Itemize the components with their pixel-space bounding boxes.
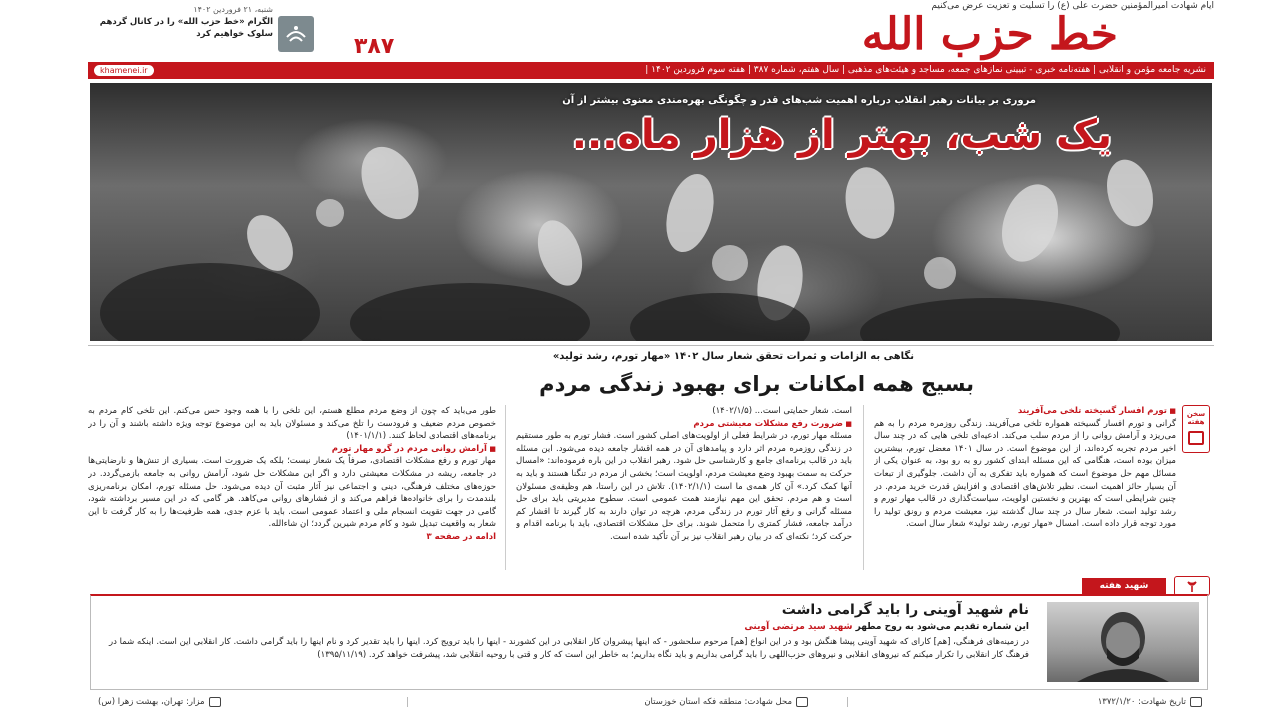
info-bar	[88, 62, 1214, 79]
footer-divider	[847, 697, 848, 707]
column-2-lead: است. شعار حمایتی است... (۱۴۰۲/۱/۵)	[712, 406, 852, 416]
issue-date: شنبه، ۲۱ فروردین ۱۴۰۲	[193, 5, 273, 14]
main-story-headline[interactable]: بسیج همه امکانات برای بهبود زندگی مردم	[539, 372, 974, 396]
column-2-text: مسئله مهار تورم، در شرایط فعلی از اولویت‌های اصلی کشور است. فشار تورم به طور مستقیم در زندگی روزمره مردم اثر دارد و پیامدهای آن در همه اقشار جامعه دیده می‌شود. این مسئله باید در قالب برنامه‌ای جامع و کارشناسی حل شود. رهبر انقلاب در این باره فرموده‌اند: «امسال حرکت به سمت بهبود وضع معیشت مردم، اولویت است؛ بخشی از مردم در تنگنا هستند و باید به آنها کمک کرد.» آن کار همه‌ی ما است (۱۴۰۲/۱/۱). تلاش در این راستا، هم وظیفه‌ی مسئولان است و هم مردم. تحقق این مهم نیازمند همت عمومی است. سطوح مدیریتی باید برای حل مسئله گرانی و رفع آثار تورم در زندگی مردم، هرچه در توان دارند به کار گیرند تا اقشار کم درآمد جامعه، فشار کمتری را متحمل شوند. برای حل مشکلات اقتصادی، باید با برنامه اقدام و حرکت کرد؛ نکته‌ای که در بیان رهبر انقلاب نیز بر آن تأکید شده است.	[516, 431, 852, 542]
promo-text: الگرام «خط حزب الله» را در کانال گردهم سلوک خواهیم کرد	[99, 17, 273, 39]
emblem-icon	[278, 16, 314, 52]
location-icon	[796, 697, 808, 707]
tulip-icon	[1174, 576, 1210, 596]
issue-number: ۳۸۷	[354, 34, 395, 59]
martyrdom-date	[1098, 694, 1202, 710]
calendar-icon	[1190, 697, 1202, 707]
martyr-quote: در زمینه‌های فرهنگی، [هم] کارای که شهید آوینی پیشا هنگش بود و در این انواع [هم] مرحوم سلحشور - که اینها پیشروان کار انقلابی در این کشورند - اینها را باید ترویج کرد. اینها را باید تقدیر کرد و نام اینها را باید گرامی داشت. کار انقلابی این است. اینکه شما در فرهنگ کار انقلابی را تکرار میکنم که نیروهای انقلابی و نیروهای حزب‌اللهی را باید گرامی بداریم و باید نگاه بداریم؛ به خاطر این است که کار و قتی با روحیه انقلابی شد، پیشرفت خواهد کرد. (۱۳۹۵/۱۱/۱۹)	[109, 637, 1029, 660]
martyrdom-date-text: تاریخ شهادت: ۱۳۷۲/۱/۲۰	[1097, 697, 1186, 707]
grave-location	[98, 694, 221, 710]
column-1-text: گرانی و تورم افسار گسیخته همواره تلخی می‌آفریند. زندگی روزمره مردم را به هم می‌ریزد و آرامش روانی را از مردم سلب می‌کند. ادعیه‌ای تلخی هایی که در چند سال اخیر مردم تجربه کرده‌اند، از این موضوع است. در سال ۱۴۰۱ معضل تورم، بیشترین میزان بوده است، هنگامی که این مسئله ابتدای کشور رو به رو بود، به عنوان یکی از مسائل مهم حل موضوع است که همواره باید تفکری به آن داشت. جلوگیری از تبعات آن بسیار حائز اهمیت است. نظیر تلاش‌های اقتصادی و افزایش قدرت خرید مردم. در چنین شرایطی است که بهترین و نخستین اولویت، سیاست‌گذاری در قالب مهار تورم و رشد تولید است. شعار سال در چند سال گذشته نیز، معیشت مردم و رونق تولید را مورد توجه قرار داده است. امسال «مهار تورم، رشد تولید» شعار سال است.	[874, 418, 1176, 530]
martyr-section-tab: شهید هفته	[1082, 578, 1166, 594]
column-1-subheading: ■ تورم افسار گسیخته تلخی می‌آفریند	[874, 405, 1176, 418]
section-divider	[88, 345, 1214, 346]
condolence-note: ایام شهادت امیرالمؤمنین حضرت علی (ع) را تسلیت و تعزیت عرض می‌کنیم	[931, 1, 1214, 11]
martyr-footer	[90, 694, 1208, 710]
footer-divider	[407, 697, 408, 707]
article-column-2	[516, 405, 852, 575]
grave-location-text: مزار: تهران، بهشت زهرا (س)	[98, 697, 205, 707]
martyr-subtitle	[744, 622, 1029, 632]
martyrdom-place	[644, 694, 808, 710]
martyr-subtitle-prefix: این شماره تقدیم می‌شود به روح مطهر	[855, 622, 1029, 632]
martyr-title: نام شهید آوینی را باید گرامی داشت	[781, 602, 1029, 618]
main-story-kicker: نگاهی به الزامات و ثمرات تحقق شعار سال ۱۴۰۲ «مهار تورم، رشد تولید»	[552, 351, 914, 362]
hero-photo	[90, 83, 1212, 341]
article-column-1	[874, 405, 1214, 575]
article-column-3	[88, 405, 496, 575]
continue-link[interactable]: ادامه در صفحه ۳	[426, 531, 496, 542]
column-3-text: مهار تورم و رفع مشکلات اقتصادی، صرفاً یک شعار نیست؛ بلکه یک ضرورت است. بسیاری از تنش‌ها و نارضایتی‌ها در جامعه، ریشه در مشکلات معیشتی دارد و اگر این مشکلات حل شود، آرامش روانی به جامعه بازمی‌گردد. در حوزه‌های مختلف فرهنگی، دینی و اجتماعی نیز آثار مثبت آن دیده می‌شود. حل مسئله تورم، امکان برنامه‌ریزی بلندمدت را برای خانواده‌ها فراهم می‌کند و از فشارهای روانی می‌کاهد. هر گامی که در این مسیر برداشته شود، گامی در جهت تقویت انسجام ملی و اعتماد عمومی است. باید با عزم جدی، همه ظرفیت‌ها را به کار گرفت تا این شعار به واقعیت تبدیل شود و کام مردم شیرین گردد؛ ان شاءالله.	[88, 456, 496, 530]
info-bar-text: نشریه جامعه مؤمن و انقلابی | هفته‌نامه خبری - تبیینی نمازهای جمعه، مساجد و هیئت‌های مذهبی | سال هفتم، شماره ۳۸۷ | هفته سوم فروردین ۱۴۰۲ |	[645, 65, 1206, 75]
masthead	[88, 0, 1214, 62]
column-divider	[505, 405, 506, 570]
newspaper-logo	[354, 9, 1214, 60]
newspaper-page	[88, 0, 1214, 720]
martyr-name: شهید سید مرتضی آوینی	[744, 622, 853, 632]
martyr-box	[90, 594, 1208, 690]
column-3-lead: طور می‌باید که چون از وضع مردم مطلع هستم، این تلخی را با همه وجود حس می‌کنم. این تلخی کام مردم به خصوص مردم ضعیف و فرودست را تلخ می‌کند و مسئولان باید به این موضوع توجه ویژه داشته باشند و آن را در برنامه‌های اقتصادی لحاظ کنند. (۱۴۰۱/۱/۱)	[88, 406, 496, 442]
martyr-portrait	[1047, 602, 1199, 682]
column-divider	[863, 405, 864, 570]
side-note	[88, 4, 273, 40]
column-2-subheading: ■ ضرورت رفع مشکلات معیشتی مردم	[516, 418, 852, 431]
hero-title: یک شب، بهتر از هزار ماه...	[571, 112, 1112, 158]
martyrdom-place-text: محل شهادت: منطقه فکه استان خوزستان	[644, 697, 792, 707]
editorial-badge-label: سخن هفته	[1186, 410, 1206, 426]
hero-kicker: مروری بر بیانات رهبر انقلاب درباره اهمیت شب‌های قدر و چگونگی بهره‌مندی معنوی بیشتر از آن	[562, 95, 1036, 106]
column-3-subheading: ■ آرامش روانی مردم در گرو مهار تورم	[88, 443, 496, 456]
logo-text: خط حزب الله	[861, 9, 1118, 60]
grave-icon	[209, 697, 221, 707]
website-link[interactable]: khamenei.ir	[94, 65, 154, 76]
